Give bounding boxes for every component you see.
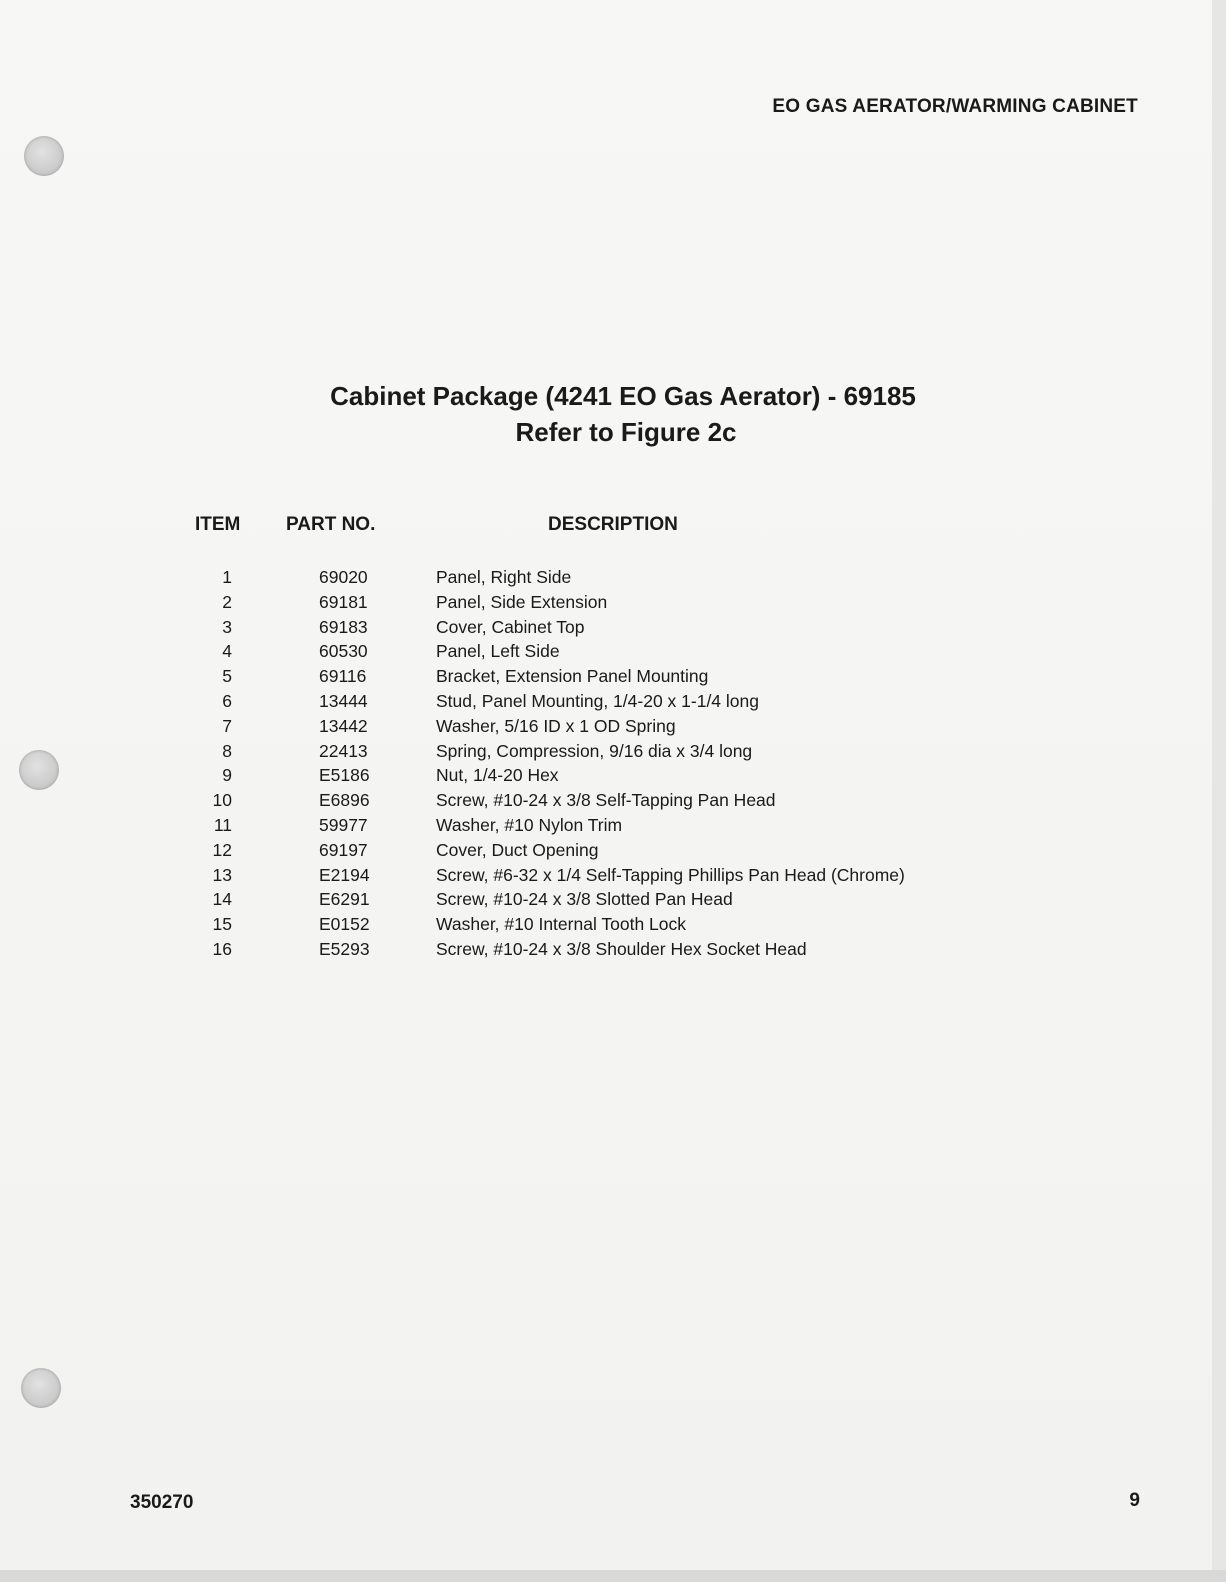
part-no-cell: E6896 (319, 790, 370, 811)
item-cell: 7 (222, 715, 232, 736)
table-row (0, 887, 1226, 912)
item-cell: 12 (212, 839, 232, 860)
parts-table-body (0, 565, 1226, 962)
part-no-cell: 13442 (319, 715, 368, 736)
description-cell: Stud, Panel Mounting, 1/4-20 x 1-1/4 long (436, 690, 759, 711)
part-no-cell: 69020 (319, 567, 368, 587)
description-cell: Panel, Side Extension (436, 591, 608, 612)
running-header: EO GAS AERATOR/WARMING CABINET (772, 96, 1138, 117)
binder-hole-bottom (21, 1368, 61, 1408)
description-cell: Panel, Right Side (436, 567, 572, 587)
table-row (0, 739, 1226, 764)
binder-hole-top (24, 136, 64, 176)
part-no-cell: 69116 (319, 666, 367, 687)
item-cell: 13 (212, 864, 232, 885)
page-title (0, 378, 1226, 450)
description-cell: Washer, 5/16 ID x 1 OD Spring (436, 715, 676, 736)
part-no-cell: 22413 (319, 740, 368, 761)
page-bottom-edge (0, 1570, 1226, 1582)
part-no-cell: E2194 (319, 864, 370, 885)
part-no-cell: E5186 (319, 765, 370, 786)
table-row (0, 615, 1226, 640)
table-row (0, 664, 1226, 689)
description-cell: Spring, Compression, 9/16 dia x 3/4 long (436, 740, 753, 761)
description-cell: Screw, #10-24 x 3/8 Shoulder Hex Socket Head (436, 938, 807, 959)
description-cell: Screw, #10-24 x 3/8 Slotted Pan Head (436, 889, 733, 910)
description-cell: Screw, #10-24 x 3/8 Self-Tapping Pan Head (436, 790, 776, 811)
part-no-cell: 69181 (319, 591, 368, 612)
title-line-2: Refer to Figure 2c (515, 417, 737, 447)
item-cell: 5 (222, 666, 232, 687)
table-row (0, 689, 1226, 714)
item-cell: 6 (222, 690, 232, 711)
table-row (0, 714, 1226, 739)
part-no-cell: E6291 (319, 889, 370, 910)
item-cell: 16 (212, 938, 232, 959)
description-cell: Washer, #10 Nylon Trim (436, 814, 623, 835)
description-cell: Screw, #6-32 x 1/4 Self-Tapping Phillips Pan Head (Chrome) (436, 864, 905, 885)
part-no-cell: 59977 (319, 814, 368, 835)
part-no-cell: 69197 (319, 839, 368, 860)
part-no-cell: E0152 (319, 914, 370, 935)
item-cell: 1 (222, 567, 232, 587)
title-line-1: Cabinet Package (4241 EO Gas Aerator) - 69185 (330, 381, 916, 411)
item-cell: 14 (212, 889, 232, 910)
description-cell: Nut, 1/4-20 Hex (436, 765, 559, 786)
column-header-part-no: PART NO. (286, 514, 376, 535)
description-cell: Cover, Cabinet Top (436, 616, 585, 637)
table-row (0, 788, 1226, 813)
description-cell: Bracket, Extension Panel Mounting (436, 666, 709, 687)
item-cell: 9 (222, 765, 232, 786)
table-row (0, 639, 1226, 664)
part-no-cell: 13444 (319, 690, 368, 711)
item-cell: 3 (222, 616, 232, 637)
column-header-item: ITEM (195, 514, 241, 535)
column-header-description: DESCRIPTION (548, 514, 678, 535)
table-row (0, 590, 1226, 615)
description-cell: Cover, Duct Opening (436, 839, 599, 860)
description-cell: Panel, Left Side (436, 641, 560, 662)
part-no-cell: 60530 (319, 641, 368, 662)
table-row (0, 863, 1226, 888)
item-cell: 10 (212, 790, 232, 811)
table-row (0, 565, 1226, 590)
document-number: 350270 (130, 1492, 194, 1513)
item-cell: 15 (212, 914, 232, 935)
item-cell: 11 (213, 814, 232, 835)
table-row (0, 838, 1226, 863)
description-cell: Washer, #10 Internal Tooth Lock (436, 914, 687, 935)
part-no-cell: 69183 (319, 616, 368, 637)
page-number: 9 (1129, 1490, 1140, 1511)
table-row (0, 912, 1226, 937)
part-no-cell: E5293 (319, 938, 370, 959)
item-cell: 4 (222, 641, 232, 662)
table-row (0, 813, 1226, 838)
table-row (0, 937, 1226, 962)
item-cell: 2 (222, 591, 232, 612)
table-row (0, 763, 1226, 788)
item-cell: 8 (222, 740, 232, 761)
